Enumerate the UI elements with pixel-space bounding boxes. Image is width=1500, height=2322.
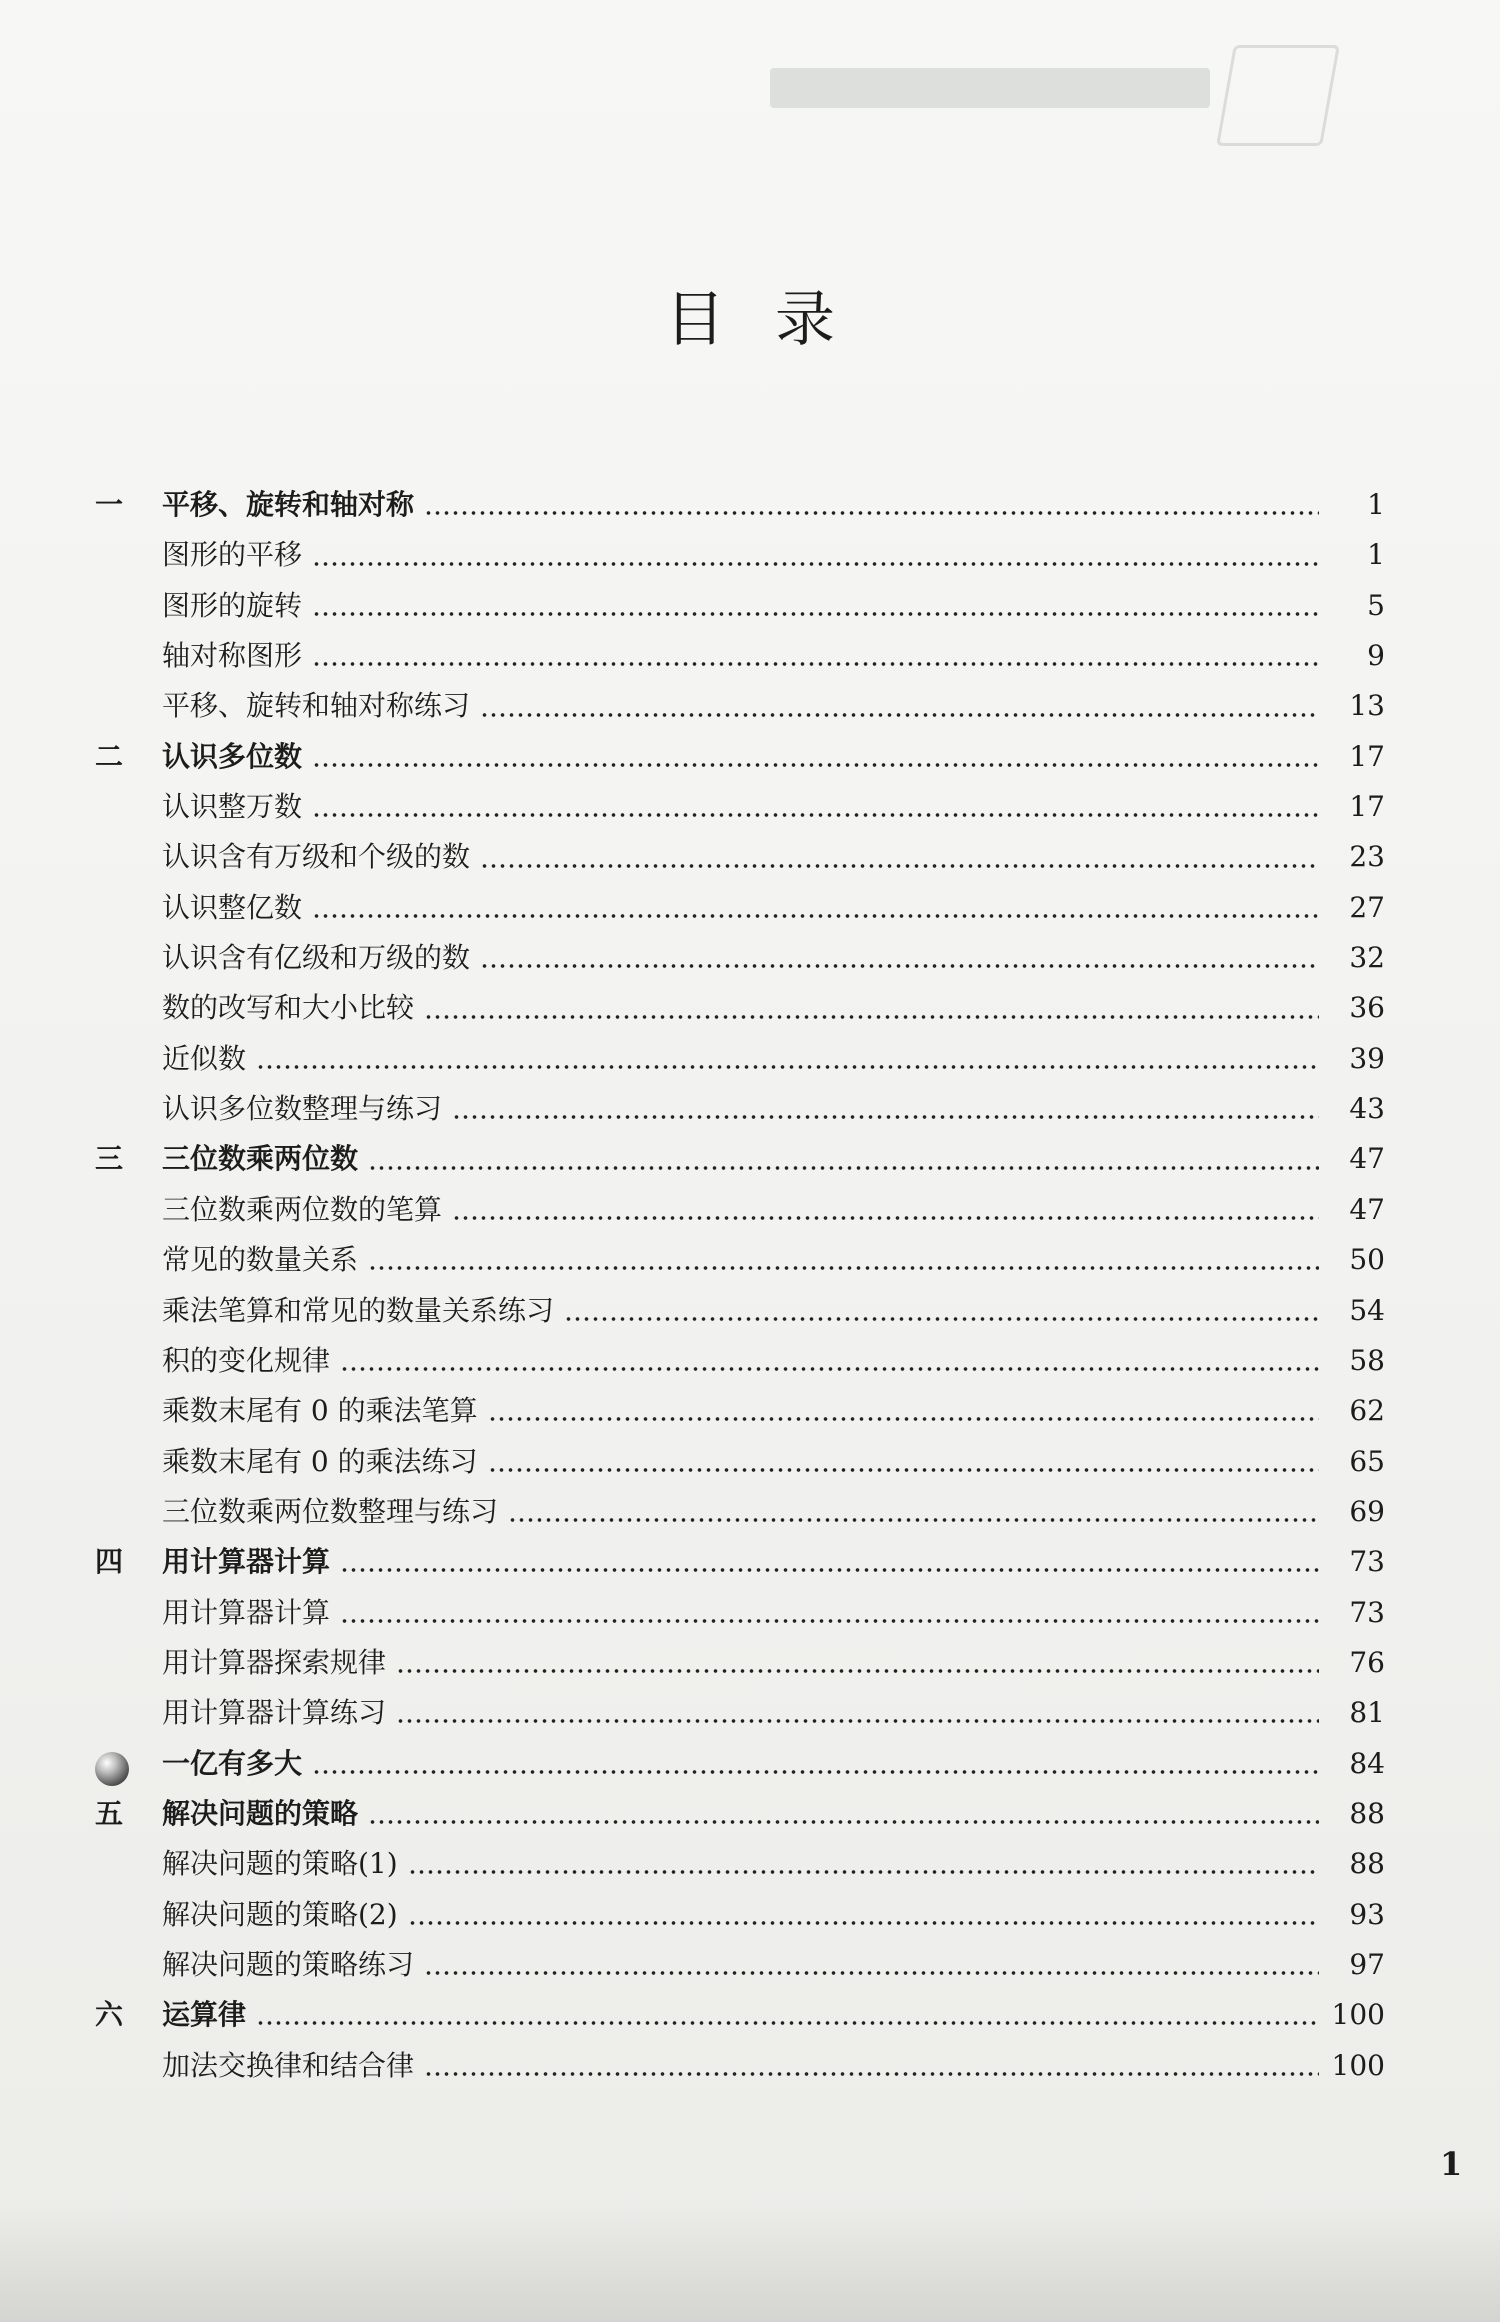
toc-entry-page: 76 [1349, 1645, 1385, 1679]
dot-leader [508, 1517, 1319, 1523]
toc-entry-page: 100 [1331, 2048, 1385, 2082]
toc-entry-title: 用计算器探索规律 [162, 1645, 387, 1679]
toc-section-row [95, 1487, 1385, 1537]
toc-chapter-row [95, 1134, 1385, 1184]
dot-leader [312, 611, 1319, 617]
toc-section-row [95, 1588, 1385, 1638]
dot-leader [424, 510, 1319, 516]
toc-entry-title: 认识多位数 [162, 739, 303, 773]
toc-section-row [95, 1437, 1385, 1487]
toc-entry-page: 36 [1349, 991, 1385, 1025]
dot-leader [312, 661, 1319, 667]
toc-section-row [95, 1940, 1385, 1990]
toc-entry-title: 认识含有亿级和万级的数 [162, 941, 471, 975]
toc-entry-page: 13 [1349, 689, 1385, 723]
dot-leader [312, 1769, 1319, 1775]
page-title: 目录 [665, 285, 885, 355]
chapter-number: 三 [95, 1142, 124, 1176]
toc-entry-title: 数的改写和大小比较 [162, 991, 415, 1025]
dot-leader [340, 1366, 1319, 1372]
toc-section-row [95, 2041, 1385, 2091]
toc-section-row [95, 631, 1385, 681]
toc-entry-title: 认识多位数整理与练习 [162, 1092, 443, 1126]
chapter-number: 五 [95, 1796, 124, 1830]
dot-leader [408, 1920, 1319, 1926]
toc-entry-page: 39 [1349, 1041, 1385, 1075]
dot-leader [452, 1114, 1319, 1120]
toc-entry-title: 解决问题的策略 [162, 1796, 359, 1830]
bleed-through-corner [1216, 45, 1340, 146]
toc-entry-page: 47 [1349, 1192, 1385, 1226]
toc-entry-page: 5 [1367, 588, 1385, 622]
dot-leader [312, 762, 1319, 768]
table-of-contents [95, 480, 1385, 2091]
chapter-number: 六 [95, 1998, 124, 2032]
toc-entry-title: 用计算器计算练习 [162, 1696, 387, 1730]
toc-entry-page: 32 [1349, 941, 1385, 975]
dot-leader [396, 1668, 1319, 1674]
toc-entry-page: 43 [1349, 1092, 1385, 1126]
toc-section-row [95, 1034, 1385, 1084]
dot-leader [424, 1970, 1319, 1976]
chapter-number: 四 [95, 1545, 124, 1579]
toc-entry-title: 三位数乘两位数的笔算 [162, 1192, 443, 1226]
chapter-number: 一 [95, 488, 124, 521]
toc-entry-page: 54 [1349, 1293, 1385, 1327]
page-edge-shadow [0, 2202, 1500, 2322]
dot-leader [312, 561, 1319, 567]
toc-chapter-row [95, 1537, 1385, 1587]
toc-entry-title: 加法交换律和结合律 [162, 2048, 415, 2082]
toc-section-row [95, 1286, 1385, 1336]
dot-leader [408, 1869, 1319, 1875]
dot-leader [340, 1618, 1319, 1624]
toc-section-row [95, 1839, 1385, 1889]
toc-entry-title: 三位数乘两位数 [162, 1142, 359, 1176]
toc-entry-page: 1 [1367, 538, 1385, 572]
dot-leader [480, 963, 1319, 969]
toc-entry-page: 62 [1349, 1394, 1385, 1428]
toc-section-row [95, 1235, 1385, 1285]
dot-leader [488, 1467, 1319, 1473]
toc-entry-page: 100 [1331, 1998, 1385, 2032]
toc-entry-title: 图形的平移 [162, 538, 303, 572]
toc-special-row [95, 1739, 1385, 1789]
toc-entry-page: 73 [1349, 1545, 1385, 1579]
toc-section-row [95, 530, 1385, 580]
toc-entry-title: 认识整万数 [162, 790, 303, 824]
toc-entry-page: 84 [1349, 1746, 1385, 1780]
dot-leader [256, 2020, 1319, 2026]
toc-entry-title: 积的变化规律 [162, 1343, 331, 1377]
dot-leader [312, 812, 1319, 818]
dot-leader [488, 1416, 1319, 1422]
toc-entry-page: 97 [1349, 1947, 1385, 1981]
dot-leader [368, 1165, 1319, 1171]
toc-entry-title: 认识整亿数 [162, 890, 303, 924]
toc-section-row [95, 681, 1385, 731]
dot-leader [452, 1215, 1319, 1221]
toc-section-row [95, 1688, 1385, 1738]
dot-leader [256, 1064, 1319, 1070]
toc-section-row [95, 832, 1385, 882]
toc-entry-page: 69 [1349, 1494, 1385, 1528]
toc-entry-page: 17 [1349, 790, 1385, 824]
toc-chapter-row [95, 1990, 1385, 2040]
toc-section-row [95, 1336, 1385, 1386]
toc-entry-title: 乘法笔算和常见的数量关系练习 [162, 1293, 555, 1327]
toc-entry-title: 一亿有多大 [162, 1746, 303, 1780]
chapter-number: 二 [95, 739, 124, 773]
toc-entry-title: 平移、旋转和轴对称练习 [162, 689, 471, 723]
toc-entry-title: 用计算器计算 [162, 1595, 331, 1629]
toc-entry-title: 运算律 [162, 1998, 247, 2032]
toc-section-row [95, 983, 1385, 1033]
dot-leader [424, 1014, 1319, 1020]
toc-entry-title: 用计算器计算 [162, 1545, 331, 1579]
toc-entry-title: 乘数末尾有 0 的乘法练习 [162, 1444, 478, 1478]
toc-section-row [95, 1890, 1385, 1940]
dot-leader [312, 913, 1319, 919]
toc-entry-page: 81 [1349, 1696, 1385, 1730]
dot-leader [368, 1819, 1319, 1825]
toc-section-row [95, 883, 1385, 933]
dot-leader [368, 1265, 1319, 1271]
toc-section-row [95, 1084, 1385, 1134]
toc-section-row [95, 933, 1385, 983]
toc-entry-title: 轴对称图形 [162, 639, 303, 673]
toc-entry-title: 解决问题的策略(1) [162, 1847, 398, 1881]
toc-entry-page: 93 [1349, 1897, 1385, 1931]
toc-entry-title: 认识含有万级和个级的数 [162, 840, 471, 874]
toc-entry-title: 解决问题的策略练习 [162, 1947, 415, 1981]
dot-leader [396, 1718, 1319, 1724]
toc-entry-page: 88 [1349, 1796, 1385, 1830]
toc-entry-title: 平移、旋转和轴对称 [162, 488, 415, 521]
toc-entry-title: 图形的旋转 [162, 588, 303, 622]
toc-section-row [95, 782, 1385, 832]
toc-section-row [95, 581, 1385, 631]
toc-chapter-row [95, 732, 1385, 782]
toc-chapter-row [95, 480, 1385, 530]
toc-entry-title: 常见的数量关系 [162, 1243, 359, 1277]
toc-section-row [95, 1185, 1385, 1235]
toc-entry-page: 50 [1349, 1243, 1385, 1277]
bleed-through-bar [770, 68, 1210, 108]
toc-entry-title: 乘数末尾有 0 的乘法笔算 [162, 1394, 478, 1428]
toc-entry-page: 58 [1349, 1343, 1385, 1377]
toc-entry-page: 17 [1349, 739, 1385, 773]
dot-leader [480, 863, 1319, 869]
toc-entry-page: 65 [1349, 1444, 1385, 1478]
sphere-icon [95, 1752, 129, 1786]
toc-entry-title: 三位数乘两位数整理与练习 [162, 1494, 499, 1528]
dot-leader [340, 1567, 1319, 1573]
toc-entry-page: 73 [1349, 1595, 1385, 1629]
toc-section-row [95, 1386, 1385, 1436]
toc-entry-title: 近似数 [162, 1041, 247, 1075]
dot-leader [424, 2071, 1319, 2077]
toc-entry-page: 1 [1367, 488, 1385, 521]
sphere-icon [95, 1739, 162, 1789]
toc-entry-page: 9 [1367, 639, 1385, 673]
toc-chapter-row [95, 1789, 1385, 1839]
dot-leader [564, 1316, 1319, 1322]
toc-section-row [95, 1638, 1385, 1688]
toc-entry-page: 27 [1349, 890, 1385, 924]
dot-leader [480, 712, 1319, 718]
toc-entry-page: 88 [1349, 1847, 1385, 1881]
toc-entry-title: 解决问题的策略(2) [162, 1897, 398, 1931]
toc-entry-page: 23 [1349, 840, 1385, 874]
toc-entry-page: 47 [1349, 1142, 1385, 1176]
page-number: 1 [1440, 2145, 1463, 2183]
